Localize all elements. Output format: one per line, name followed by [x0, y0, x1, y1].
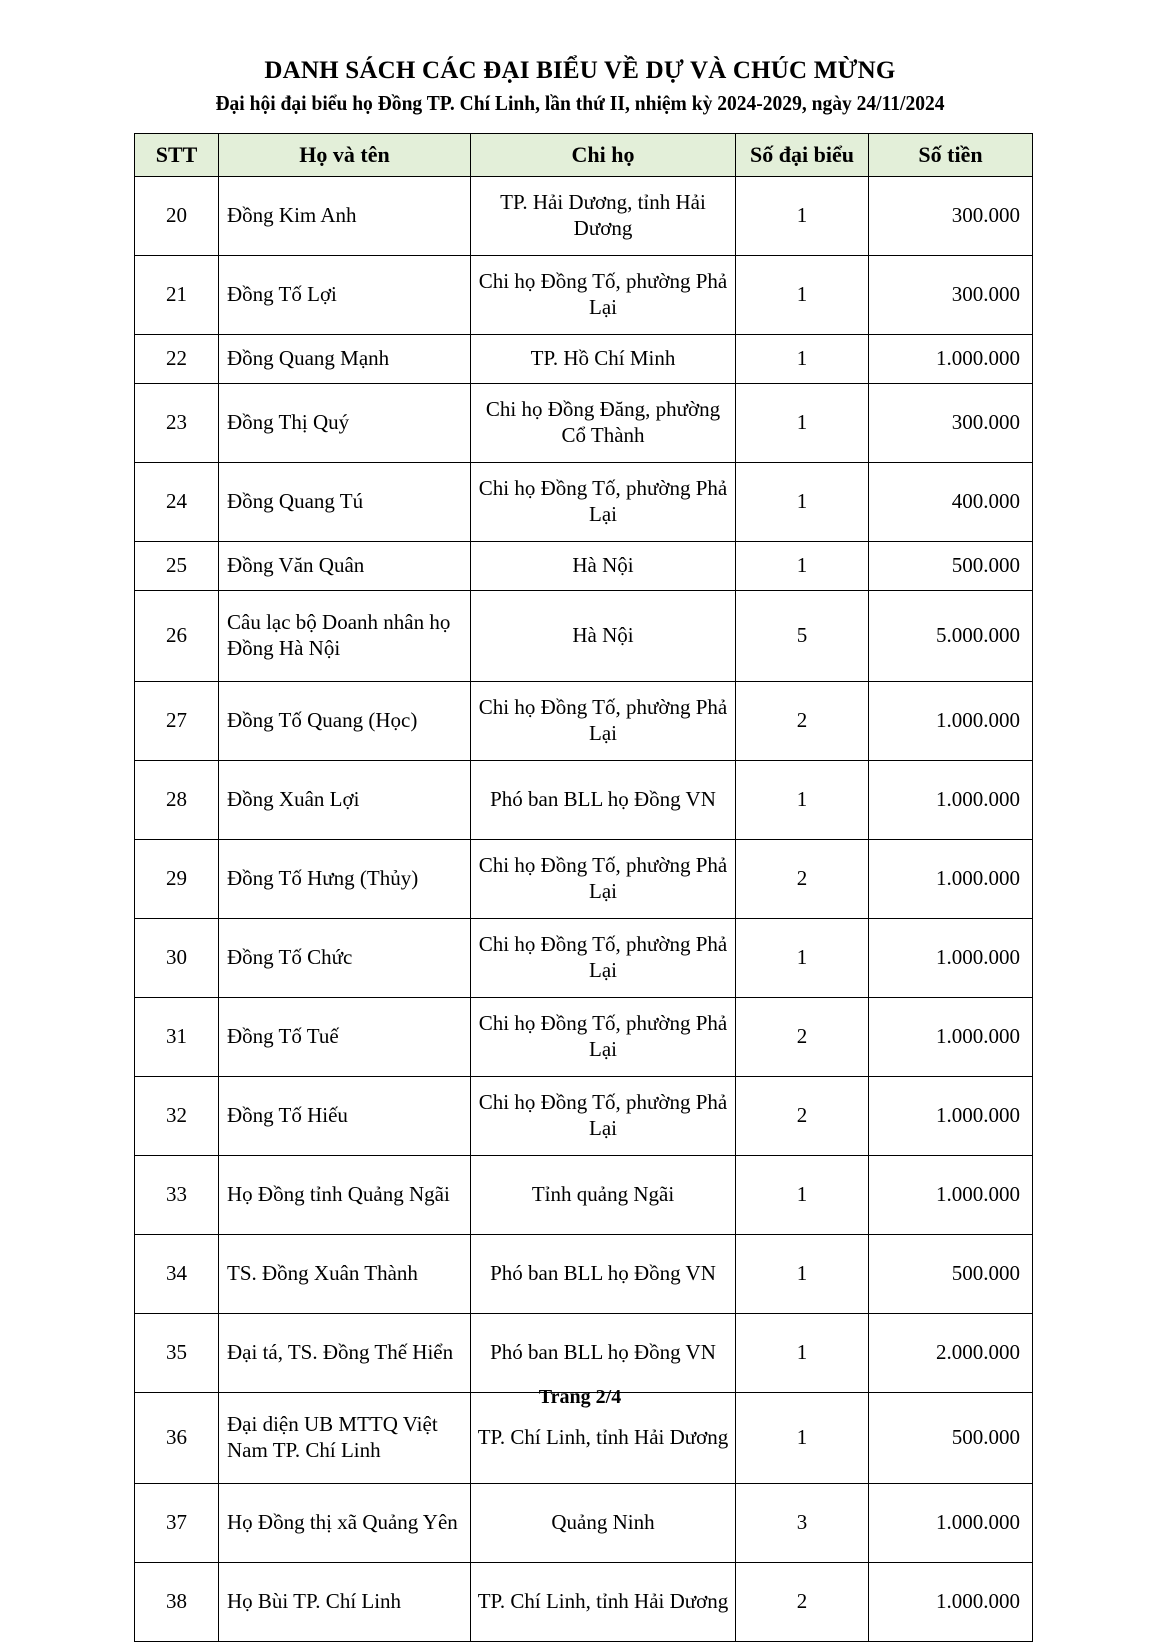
cell-dai: 1: [736, 1235, 869, 1314]
cell-stt: 30: [135, 919, 219, 998]
column-header-chi: Chi họ: [471, 134, 736, 177]
cell-dai: 3: [736, 1484, 869, 1563]
table-header: [135, 134, 1033, 177]
table-row: [135, 177, 1033, 256]
cell-stt: 24: [135, 463, 219, 542]
cell-dai: 1: [736, 761, 869, 840]
column-header-stt: STT: [135, 134, 219, 177]
cell-chi: Hà Nội: [471, 591, 736, 682]
table-row: [135, 1563, 1033, 1642]
cell-tien: 2.000.000: [869, 1314, 1033, 1393]
cell-name: Đồng Thị Quý: [219, 384, 471, 463]
cell-dai: 2: [736, 998, 869, 1077]
cell-stt: 32: [135, 1077, 219, 1156]
cell-dai: 1: [736, 335, 869, 384]
cell-dai: 2: [736, 840, 869, 919]
cell-dai: 1: [736, 1156, 869, 1235]
table-row: [135, 1235, 1033, 1314]
cell-chi: Chi họ Đồng Tố, phường Phả Lại: [471, 919, 736, 998]
cell-chi: Chi họ Đồng Đăng, phường Cổ Thành: [471, 384, 736, 463]
cell-stt: 29: [135, 840, 219, 919]
table-row: [135, 335, 1033, 384]
cell-stt: 27: [135, 682, 219, 761]
cell-tien: 1.000.000: [869, 919, 1033, 998]
table-row: [135, 998, 1033, 1077]
cell-chi: TP. Hồ Chí Minh: [471, 335, 736, 384]
cell-stt: 22: [135, 335, 219, 384]
cell-name: Đồng Tố Hiếu: [219, 1077, 471, 1156]
table-row: [135, 1156, 1033, 1235]
cell-chi: Tỉnh quảng Ngãi: [471, 1156, 736, 1235]
cell-name: Đồng Tố Chức: [219, 919, 471, 998]
cell-chi: Phó ban BLL họ Đồng VN: [471, 761, 736, 840]
cell-tien: 1.000.000: [869, 1484, 1033, 1563]
cell-dai: 1: [736, 463, 869, 542]
table-row: [135, 591, 1033, 682]
cell-tien: 1.000.000: [869, 1077, 1033, 1156]
cell-stt: 38: [135, 1563, 219, 1642]
cell-tien: 1.000.000: [869, 1563, 1033, 1642]
cell-dai: 1: [736, 384, 869, 463]
cell-chi: Chi họ Đồng Tố, phường Phả Lại: [471, 256, 736, 335]
table-row: [135, 542, 1033, 591]
cell-stt: 33: [135, 1156, 219, 1235]
cell-dai: 5: [736, 591, 869, 682]
cell-dai: 1: [736, 1393, 869, 1484]
cell-chi: TP. Chí Linh, tỉnh Hải Dương: [471, 1393, 736, 1484]
cell-tien: 1.000.000: [869, 1156, 1033, 1235]
table-row: [135, 1077, 1033, 1156]
table-row: [135, 840, 1033, 919]
column-header-name: Họ và tên: [219, 134, 471, 177]
cell-chi: Chi họ Đồng Tố, phường Phả Lại: [471, 682, 736, 761]
cell-name: Đồng Tố Lợi: [219, 256, 471, 335]
cell-stt: 31: [135, 998, 219, 1077]
cell-stt: 37: [135, 1484, 219, 1563]
cell-tien: 300.000: [869, 256, 1033, 335]
cell-dai: 1: [736, 1314, 869, 1393]
cell-stt: 36: [135, 1393, 219, 1484]
cell-name: Đại diện UB MTTQ Việt Nam TP. Chí Linh: [219, 1393, 471, 1484]
cell-dai: 2: [736, 682, 869, 761]
cell-tien: 300.000: [869, 177, 1033, 256]
table-body: [135, 177, 1033, 1642]
cell-tien: 500.000: [869, 542, 1033, 591]
table-row: [135, 682, 1033, 761]
cell-tien: 1.000.000: [869, 335, 1033, 384]
cell-stt: 34: [135, 1235, 219, 1314]
table-header-row: [135, 134, 1033, 177]
page-title: DANH SÁCH CÁC ĐẠI BIỂU VỀ DỰ VÀ CHÚC MỪNG: [264, 57, 896, 84]
cell-chi: TP. Hải Dương, tỉnh Hải Dương: [471, 177, 736, 256]
cell-chi: Phó ban BLL họ Đồng VN: [471, 1314, 736, 1393]
cell-tien: 500.000: [869, 1235, 1033, 1314]
cell-chi: Quảng Ninh: [471, 1484, 736, 1563]
cell-name: Đồng Tố Hưng (Thủy): [219, 840, 471, 919]
delegates-table: [134, 133, 1033, 1642]
cell-name: Đồng Tố Quang (Học): [219, 682, 471, 761]
cell-dai: 2: [736, 1077, 869, 1156]
cell-stt: 23: [135, 384, 219, 463]
cell-name: Đồng Quang Mạnh: [219, 335, 471, 384]
cell-chi: Chi họ Đồng Tố, phường Phả Lại: [471, 998, 736, 1077]
cell-tien: 400.000: [869, 463, 1033, 542]
cell-name: Họ Bùi TP. Chí Linh: [219, 1563, 471, 1642]
cell-name: Đồng Tố Tuế: [219, 998, 471, 1077]
cell-name: Câu lạc bộ Doanh nhân họ Đồng Hà Nội: [219, 591, 471, 682]
cell-tien: 5.000.000: [869, 591, 1033, 682]
cell-name: Họ Đồng thị xã Quảng Yên: [219, 1484, 471, 1563]
page-footer: Trang 2/4: [538, 1386, 622, 1408]
cell-dai: 1: [736, 542, 869, 591]
cell-name: TS. Đồng Xuân Thành: [219, 1235, 471, 1314]
cell-chi: Chi họ Đồng Tố, phường Phả Lại: [471, 1077, 736, 1156]
table-row: [135, 1314, 1033, 1393]
cell-name: Họ Đồng tỉnh Quảng Ngãi: [219, 1156, 471, 1235]
cell-tien: 1.000.000: [869, 840, 1033, 919]
cell-stt: 20: [135, 177, 219, 256]
cell-name: Đồng Văn Quân: [219, 542, 471, 591]
cell-name: Đại tá, TS. Đồng Thế Hiển: [219, 1314, 471, 1393]
cell-stt: 26: [135, 591, 219, 682]
cell-chi: Chi họ Đồng Tố, phường Phả Lại: [471, 463, 736, 542]
cell-tien: 1.000.000: [869, 761, 1033, 840]
delegates-table-container: [134, 133, 1032, 1642]
cell-stt: 35: [135, 1314, 219, 1393]
cell-dai: 1: [736, 177, 869, 256]
cell-chi: Phó ban BLL họ Đồng VN: [471, 1235, 736, 1314]
cell-dai: 1: [736, 919, 869, 998]
cell-name: Đồng Quang Tú: [219, 463, 471, 542]
page-subtitle: Đại hội đại biểu họ Đồng TP. Chí Linh, lần thứ II, nhiệm kỳ 2024-2029, ngày 24/11/2024: [215, 90, 945, 115]
table-row: [135, 919, 1033, 998]
cell-stt: 25: [135, 542, 219, 591]
table-row: [135, 761, 1033, 840]
table-row: [135, 384, 1033, 463]
cell-chi: TP. Chí Linh, tỉnh Hải Dương: [471, 1563, 736, 1642]
cell-chi: Chi họ Đồng Tố, phường Phả Lại: [471, 840, 736, 919]
cell-dai: 2: [736, 1563, 869, 1642]
cell-tien: 1.000.000: [869, 682, 1033, 761]
table-row: [135, 256, 1033, 335]
column-header-dai: Số đại biểu: [736, 134, 869, 177]
cell-tien: 500.000: [869, 1393, 1033, 1484]
cell-stt: 21: [135, 256, 219, 335]
cell-tien: 300.000: [869, 384, 1033, 463]
cell-tien: 1.000.000: [869, 998, 1033, 1077]
table-row: [135, 463, 1033, 542]
column-header-tien: Số tiền: [869, 134, 1033, 177]
cell-stt: 28: [135, 761, 219, 840]
cell-chi: Hà Nội: [471, 542, 736, 591]
cell-name: Đồng Kim Anh: [219, 177, 471, 256]
cell-name: Đồng Xuân Lợi: [219, 761, 471, 840]
cell-dai: 1: [736, 256, 869, 335]
table-row: [135, 1484, 1033, 1563]
